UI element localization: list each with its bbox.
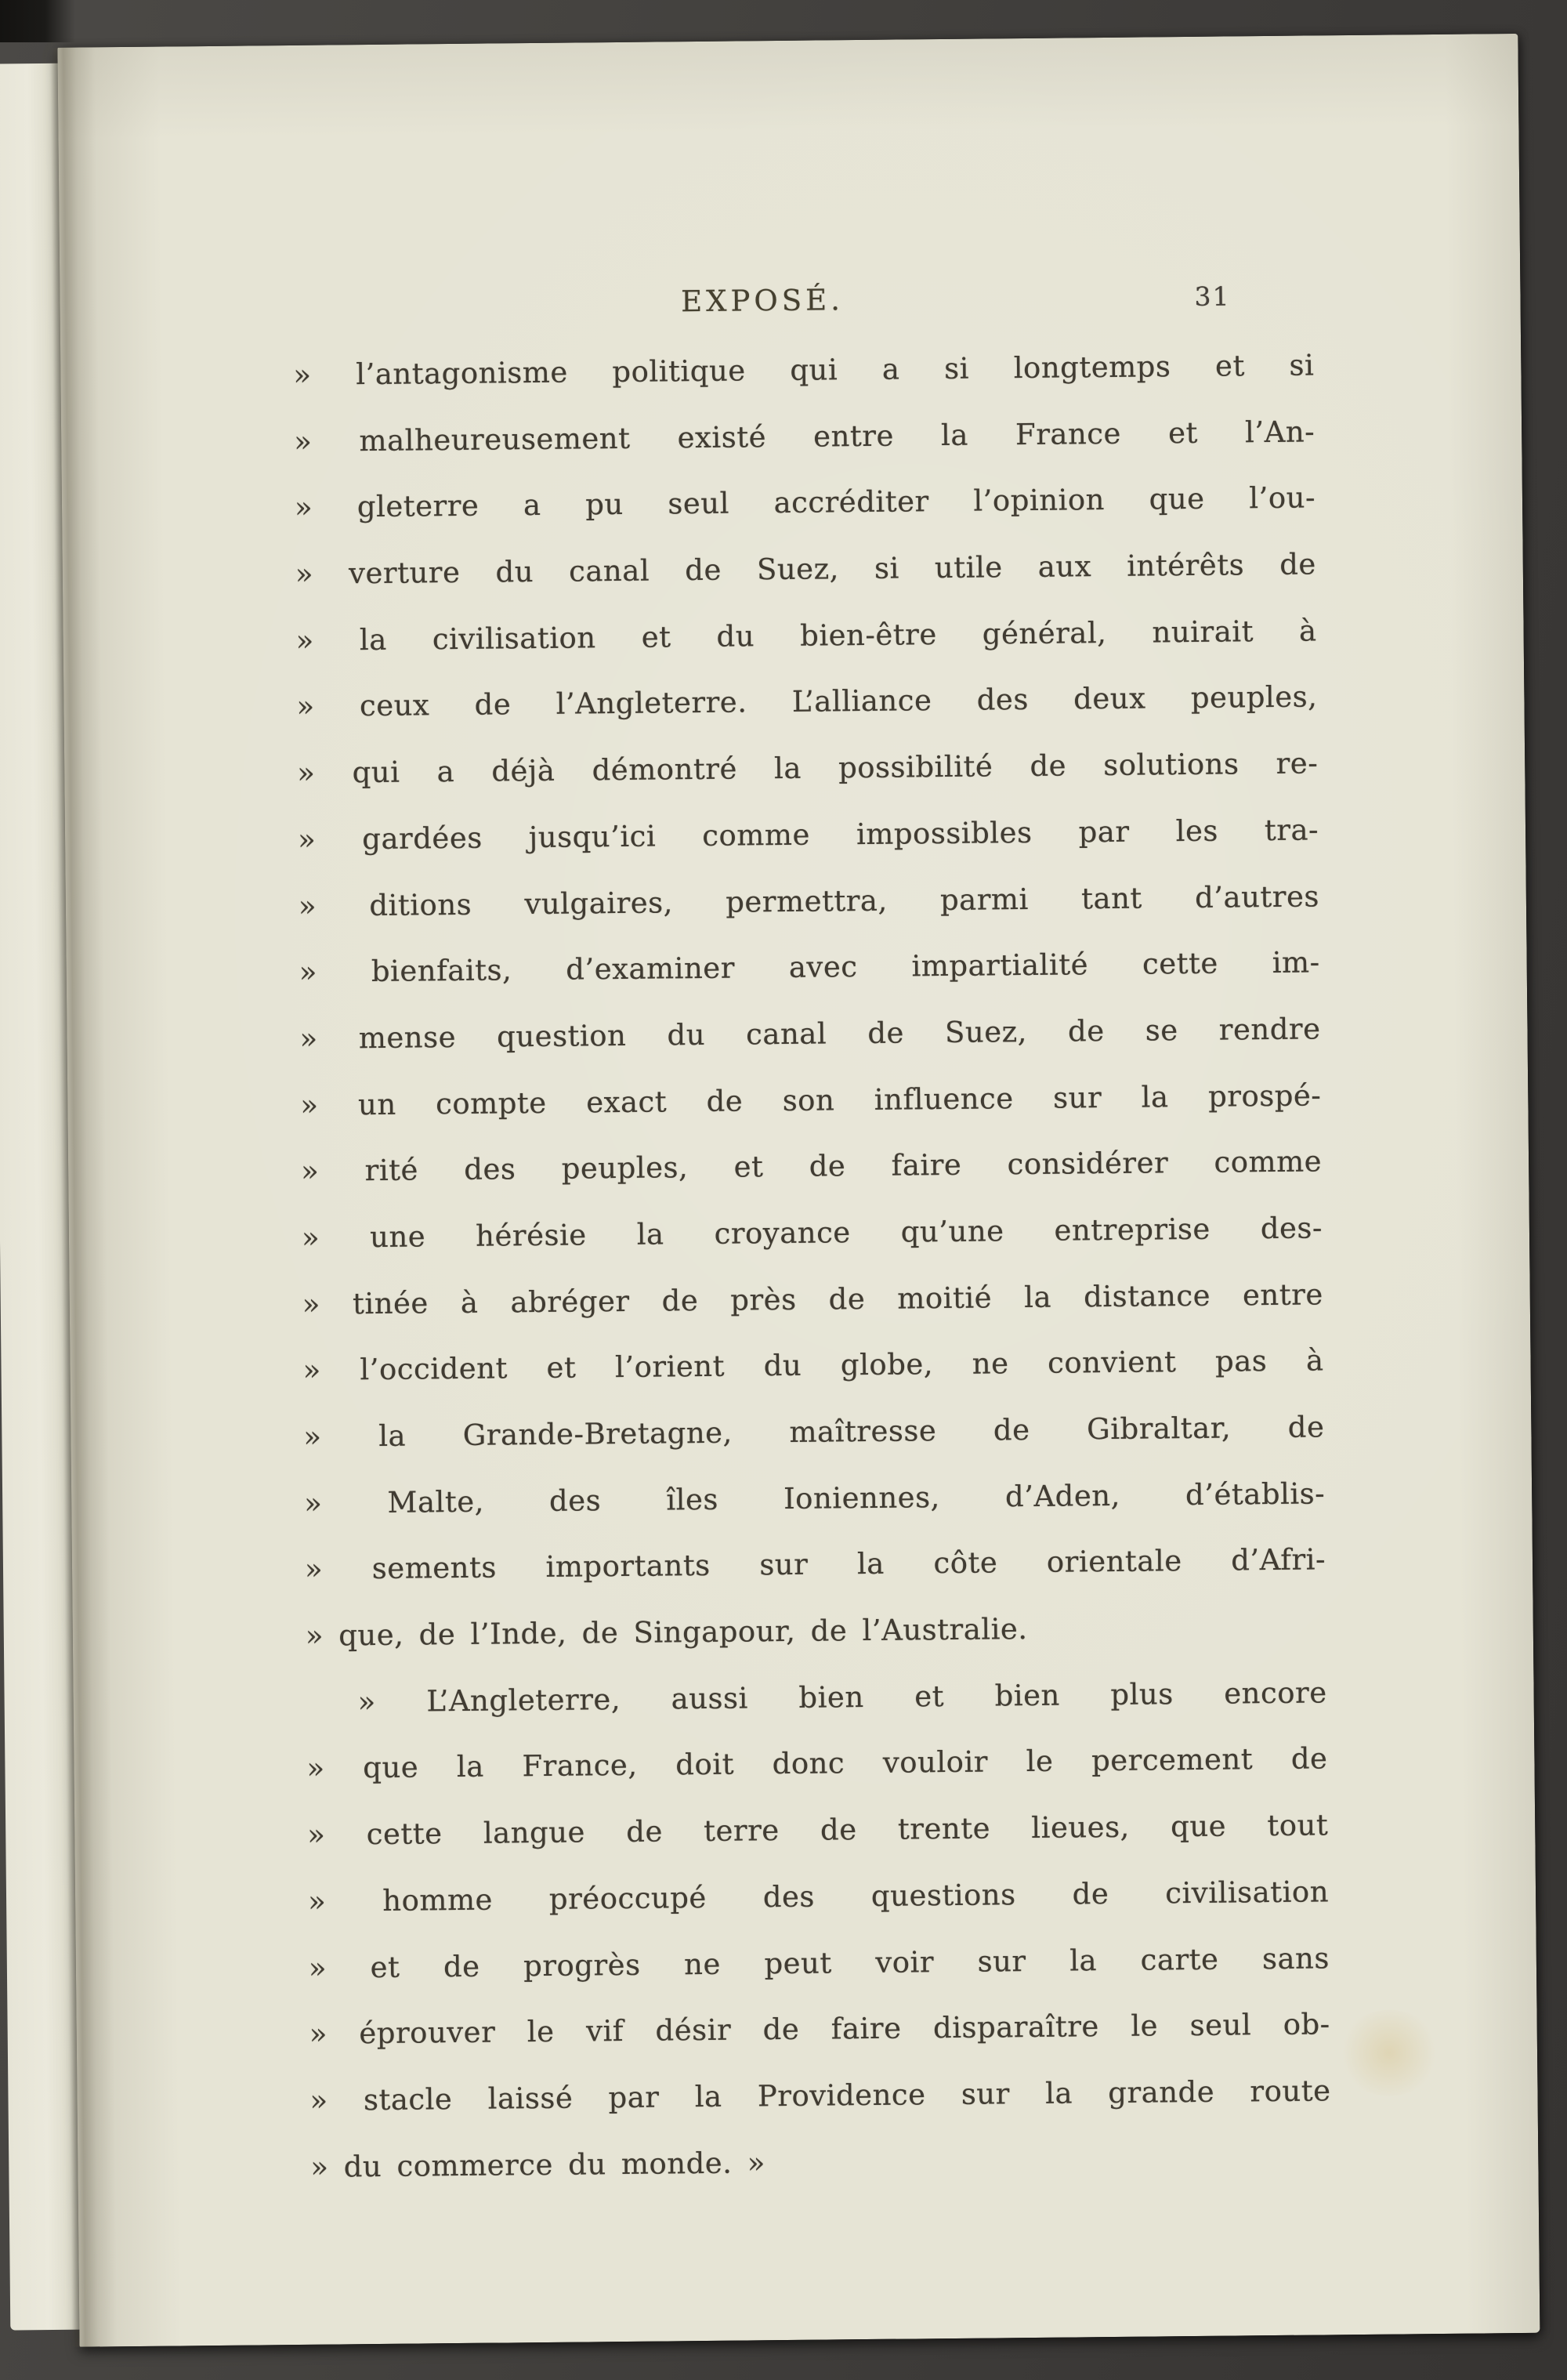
text-line: » l’occident et l’orient du globe, ne convient pas à <box>302 1343 1324 1388</box>
text-line-paragraph-start: » L’Angleterre, aussi bien et bien plus encore <box>357 1675 1327 1719</box>
text-line: » l’antagonisme politique qui a si longtemps et si <box>293 348 1315 392</box>
page-number: 31 <box>1194 281 1231 312</box>
text-line: » homme préoccupé des questions de civilisation <box>307 1875 1330 1918</box>
body-text <box>293 332 1332 2201</box>
text-line: » que la France, doit donc vouloir le percement de <box>306 1741 1328 1786</box>
paper-stain <box>1337 2009 1440 2096</box>
text-line: » ditions vulgaires, permettra, parmi tant d’autres <box>298 878 1320 923</box>
text-line: » Malte, des îles Ioniennes, d’Aden, d’établis- <box>304 1476 1326 1520</box>
text-line: » la civilisation et du bien-être général, nuirait à <box>295 614 1317 657</box>
text-line: » et de progrès ne peut voir sur la carte sans <box>308 1940 1330 1985</box>
running-title: EXPOSÉ. <box>680 283 845 319</box>
text-line: » mense question du canal de Suez, de se rendre <box>299 1012 1321 1056</box>
text-line: » gardées jusqu’ici comme impossibles par les tra- <box>297 813 1319 857</box>
text-line: » rité des peuples, et de faire considérer comme <box>300 1144 1323 1189</box>
text-line: » sements importants sur la côte orientale d’Afri- <box>304 1542 1326 1587</box>
text-line: » une hérésie la croyance qu’une entreprise des- <box>301 1211 1323 1255</box>
text-line: » éprouver le vif désir de faire disparaître le seul ob- <box>309 2007 1330 2052</box>
text-line: » qui a déjà démontré la possibilité de solutions re- <box>297 746 1319 791</box>
text-line: » du commerce du monde. » <box>310 2145 766 2184</box>
page-header <box>292 278 1314 335</box>
text-line: » gleterre a pu seul accréditer l’opinion que l’ou- <box>294 480 1316 525</box>
text-line: » bienfaits, d’examiner avec impartialité cette im- <box>299 945 1320 990</box>
text-line: » ceux de l’Angleterre. L’alliance des deux peuples, <box>296 679 1318 724</box>
text-line: » la Grande-Bretagne, maîtresse de Gibraltar, de <box>303 1410 1325 1454</box>
text-line: » un compte exact de son influence sur la prospé- <box>300 1078 1322 1122</box>
text-line: » tinée à abréger de près de moitié la distance entre <box>302 1277 1323 1321</box>
text-line: » malheureusement existé entre la France et l’An- <box>294 415 1315 458</box>
text-line: » cette langue de terre de trente lieues, que tout <box>307 1808 1329 1852</box>
scan-corner-shadow <box>0 0 75 42</box>
text-line: » verture du canal de Suez, si utile aux intérêts de <box>295 547 1316 592</box>
text-line: » que, de l’Inde, de Singapour, de l’Australie. <box>305 1612 1028 1653</box>
text-line: » stacle laissé par la Providence sur la grande route <box>309 2074 1331 2117</box>
book-page <box>57 34 1540 2347</box>
